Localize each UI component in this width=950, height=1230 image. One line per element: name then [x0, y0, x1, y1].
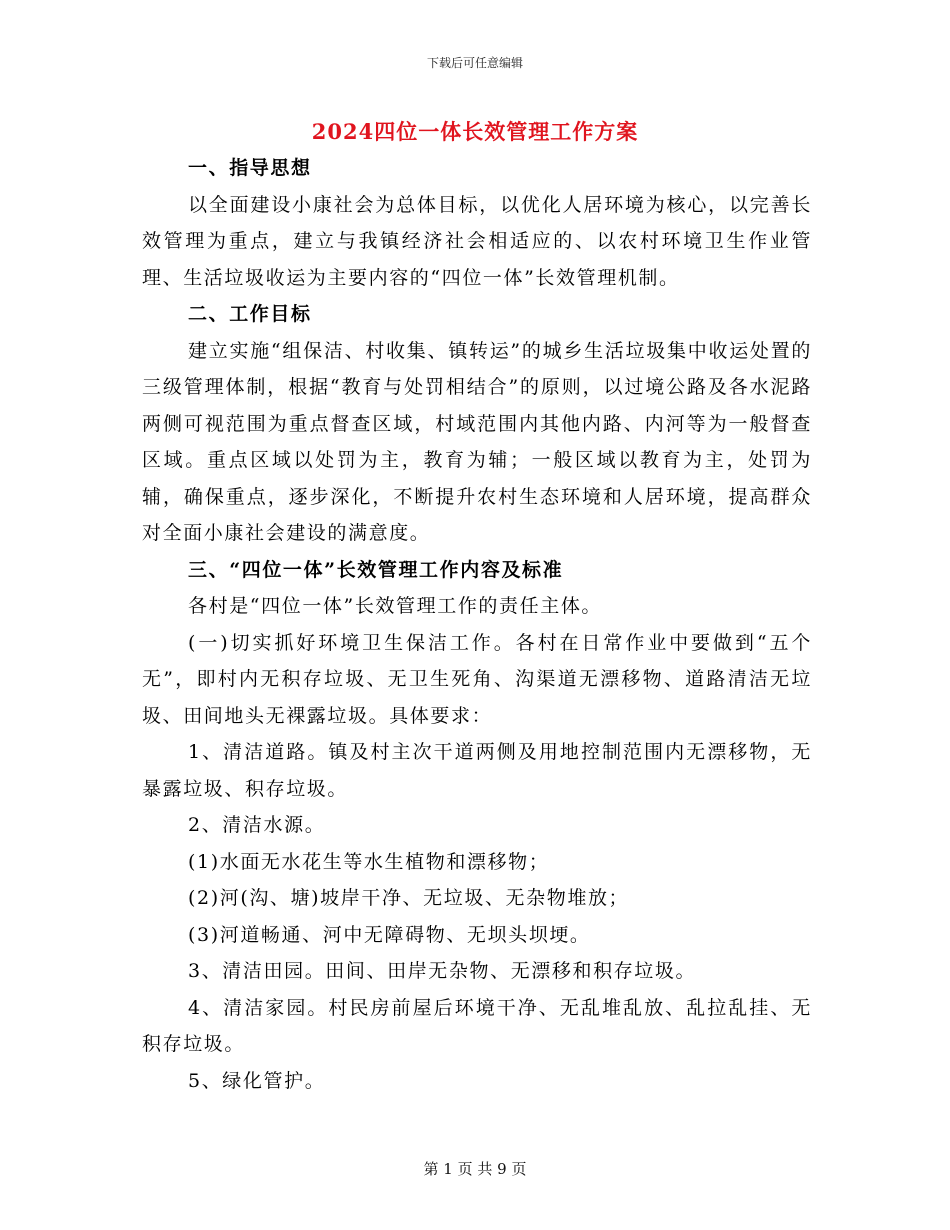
section-heading-3: 三、“四位一体”长效管理工作内容及标准	[188, 558, 564, 581]
paragraph: 以全面建设小康社会为总体目标，以优化人居环境为核心，以完善长效管理为重点，建立与我镇经济社会相适应的、以农村环境卫生作业管理、生活垃圾收运为主要内容的“四位一体”长效管理机制。	[142, 193, 812, 289]
paragraph: 建立实施“组保洁、村收集、镇转运”的城乡生活垃圾集中收运处置的三级管理体制，根据“教育与处罚相结合”的原则，以过境公路及各水泥路两侧可视范围为重点督查区域，村域范围内其他内路、内河等为一般督查区域。重点区域以处罚为主，教育为辅；一般区域以教育为主，处罚为辅，确保重点，逐步深化，不断提升农村生态环境和人居环境，提高群众对全面小康社会建设的满意度。	[142, 339, 812, 544]
sub-list-item: (2)河(沟、塘)坡岸干净、无垃圾、无杂物堆放；	[188, 887, 630, 909]
list-item: 1、清洁道路。镇及村主次干道两侧及用地控制范围内无漂移物，无暴露垃圾、积存垃圾。	[142, 741, 812, 800]
document-title: 2024四位一体长效管理工作方案	[311, 119, 639, 144]
section-heading-1: 一、指导思想	[188, 157, 312, 179]
page-footer: 第 1 页 共 9 页	[423, 1160, 527, 1178]
list-item: 3、清洁田园。田间、田岸无杂物、无漂移和积存垃圾。	[188, 960, 697, 982]
section-heading-2: 二、工作目标	[188, 303, 312, 325]
page-header: 下载后可任意编辑	[426, 56, 523, 70]
paragraph: (一)切实抓好环境卫生保洁工作。各村在日常作业中要做到“五个无”，即村内无积存垃圾、无卫生死角、沟渠道无漂移物、道路清洁无垃圾、田间地头无裸露垃圾。具体要求：	[142, 631, 812, 727]
sub-list-item: (1)水面无水花生等水生植物和漂移物；	[188, 850, 550, 873]
document-body	[142, 150, 812, 1099]
sub-list-item: (3)河道畅通、河中无障碍物、无坝头坝埂。	[188, 923, 591, 946]
list-item: 5、绿化管护。	[188, 1069, 326, 1092]
list-item: 2、清洁水源。	[188, 814, 326, 836]
list-item: 4、清洁家园。村民房前屋后环境干净、无乱堆乱放、乱拉乱挂、无积存垃圾。	[142, 996, 812, 1055]
paragraph: 各村是“四位一体”长效管理工作的责任主体。	[188, 595, 603, 617]
